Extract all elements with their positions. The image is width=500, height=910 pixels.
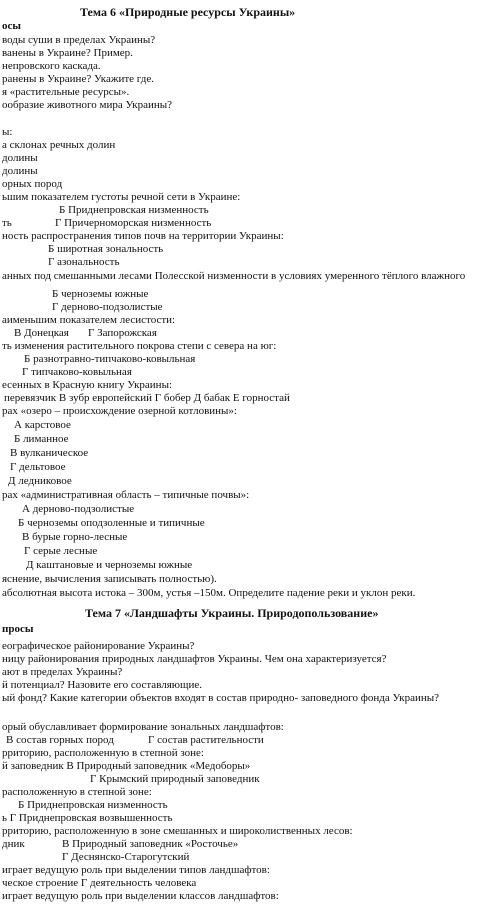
text-line: анных под смешанными лесами Полесской низменности в условиях умеренного тёплого влажного (2, 270, 466, 282)
text-line: Г Запорожская (88, 327, 157, 339)
text-line: Г Причерноморская низменность (55, 217, 212, 229)
text-line: а склонах речных долин (2, 139, 116, 151)
text-line: ьшим показателем густоты речной сети в Украине: (2, 191, 241, 203)
topic-6-title: Тема 6 «Природные ресурсы Украины» (80, 5, 296, 19)
text-line: Г состав растительности (148, 734, 264, 746)
text-line: А дерново-подзолистые (22, 503, 135, 515)
text-line: рах «административная область – типичные почвы»: (2, 489, 250, 501)
text-line: рриторию, расположенную в степной зоне: (2, 747, 204, 759)
text-line: осы (2, 20, 21, 32)
text-line: орных пород (2, 178, 63, 190)
text-line: долины (2, 152, 38, 164)
text-line: ы: (2, 126, 13, 138)
text-line: Б лиманное (14, 433, 69, 445)
text-line: долины (2, 165, 38, 177)
topic-7-title: Тема 7 «Ландшафты Украины. Природопользование» (85, 606, 379, 620)
text-line: Г дельтовое (10, 461, 66, 473)
text-line: В бурые горно-лесные (22, 531, 128, 543)
text-line: В Донецкая (14, 327, 69, 339)
text-line: ь Г Приднепровская возвышенность (2, 812, 173, 824)
text-line: й потенциал? Назовите его составляющие. (2, 679, 202, 691)
text-line: ранены в Украине? Укажите где. (2, 73, 154, 85)
text-line: перевязчик В зубр европейский Г бобер Д бабак Е горностай (4, 392, 290, 404)
text-line: непровского каскада. (2, 60, 101, 72)
text-line: Д каштановые и черноземы южные (26, 559, 193, 571)
text-line: ают в пределах Украины? (2, 666, 123, 678)
text-line: Б черноземы оподзоленные и типичные (18, 517, 205, 529)
text-line: Г Крымский природный заповедник (90, 773, 260, 785)
text-line: ванены в Украине? Пример. (2, 47, 133, 59)
text-line: Б черноземы южные (52, 288, 149, 300)
text-line: ницу районирования природных ландшафтов Украины. Чем она характеризуется? (2, 653, 387, 665)
text-line: Г Деснянско-Старогутский (62, 851, 190, 863)
text-line: Г типчаково-ковыльная (22, 366, 132, 378)
text-line: дник (2, 838, 25, 850)
text-line: я «растительные ресурсы». (2, 86, 130, 98)
text-line: Г азональность (48, 256, 120, 268)
text-line: й заповедник В Природный заповедник «Медоборы» (2, 760, 251, 772)
text-line: есенных в Красную книгу Украины: (2, 379, 173, 391)
text-line: В Природный заповедник «Росточье» (62, 838, 239, 850)
text-line: ность распространения типов почв на территории Украины: (2, 230, 284, 242)
text-line: играет ведущую роль при выделении типов ландшафтов: (2, 864, 270, 876)
text-line: ческое строение Г деятельность человека (2, 877, 197, 889)
text-line: Д ледниковое (8, 475, 72, 487)
text-line: ообразие животного мира Украины? (2, 99, 173, 111)
text-line: В состав горных пород (6, 734, 114, 746)
text-line: Б широтная зональность (48, 243, 164, 255)
text-line: Б Приднепровская низменность (18, 799, 168, 811)
text-line: аименьшим показателем лесистости: (2, 314, 176, 326)
text-line: Б Приднепровская низменность (59, 204, 209, 216)
text-line: играет ведущую роль при выделении классов ландшафтов: (2, 890, 279, 902)
text-line: рах «озеро – происхождение озерной котловины»: (2, 405, 237, 417)
text-line: А карстовое (14, 419, 71, 431)
text-line: Г серые лесные (24, 545, 98, 557)
text-line: орый обуславливает формирование зональных ландшафтов: (2, 721, 284, 733)
text-line: воды суши в пределах Украины? (2, 34, 156, 46)
text-line: яснение, вычисления записывать полностью). (2, 573, 217, 585)
text-line: еографическое районирование Украины? (2, 640, 195, 652)
text-line: ть (2, 217, 12, 229)
text-line: абсолютная высота истока – 300м, устья –150м. Определите падение реки и уклон реки. (2, 587, 416, 599)
text-line: Г дерново-подзолистые (52, 301, 163, 313)
text-line: расположенную в степной зоне: (2, 786, 152, 798)
text-line: рриторию, расположенную в зоне смешанных и широколиственных лесов: (2, 825, 353, 837)
text-line: В вулканическое (10, 447, 89, 459)
text-line: просы (2, 623, 34, 635)
text-line: ый фонд? Какие категории объектов входят в состав природно- заповедного фонда Украины? (2, 692, 440, 704)
text-line: ть изменения растительного покрова степи с севера на юг: (2, 340, 277, 352)
text-line: Б разнотравно-типчаково-ковыльная (24, 353, 196, 365)
